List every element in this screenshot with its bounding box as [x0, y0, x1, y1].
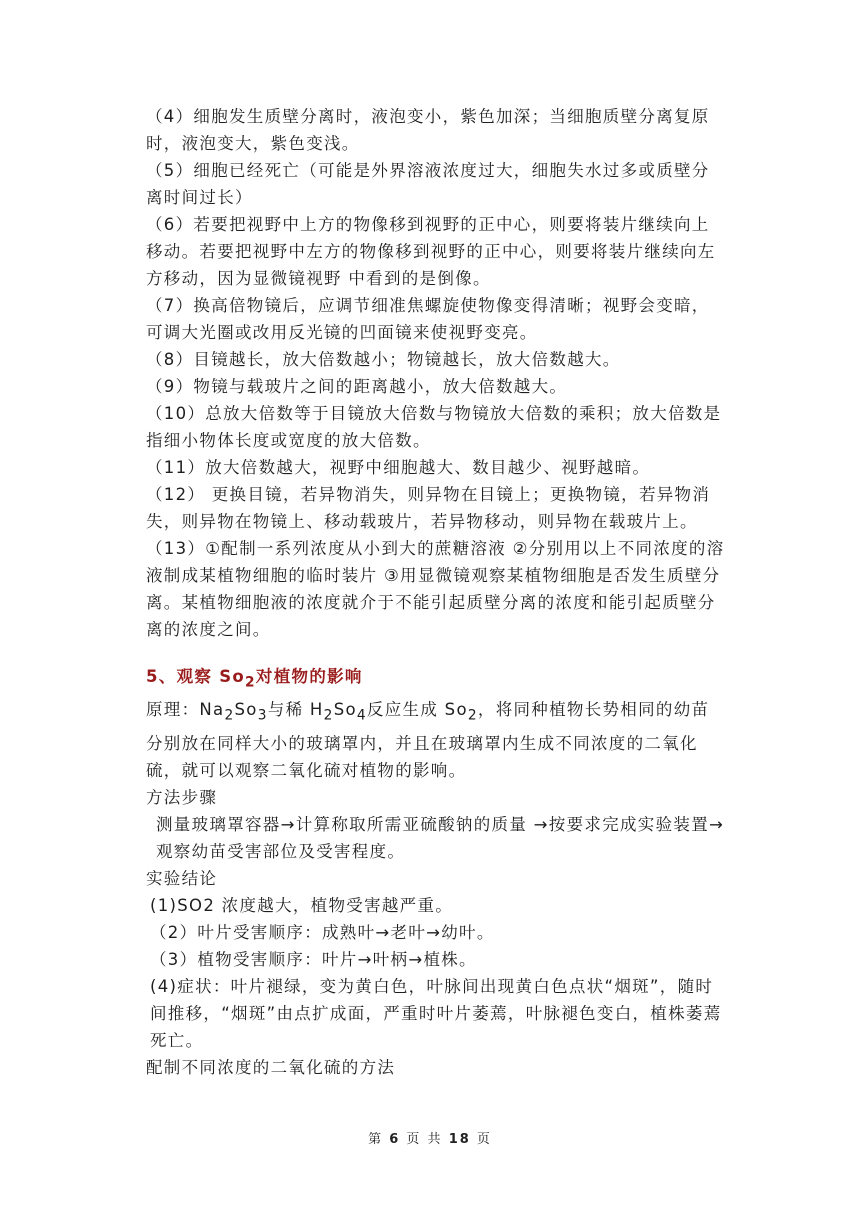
principle-text-e: 与稀 H — [267, 700, 324, 720]
principle-text-k: ，将同种植物长势相同的幼苗分别放在同样大小的玻璃罩内，并且在玻璃罩内生成不同浓度的二氧化硫，就可以观察二氧化硫对植物的影响。 — [146, 700, 710, 780]
principle-sub-d: 3 — [257, 707, 268, 724]
paragraph-9: （9）物镜与载玻片之间的距离越小，放大倍数越大。 — [146, 377, 568, 396]
footer-pre: 第 — [368, 1132, 384, 1147]
paragraph-4: （4）细胞发生质壁分离时，液泡变小，紫色加深；当细胞质壁分离复原时，液泡变大，紫色变浅。 — [146, 107, 710, 153]
paragraph-5: （5）细胞已经死亡（可能是外界溶液浓度过大，细胞失水过多或质壁分离时间过长） — [146, 161, 710, 207]
paragraph-6: （6）若要把视野中上方的物像移到视野的正中心，则要将装片继续向上移动。若要把视野中左方的物像移到视野的正中心，则要将装片继续向左方移动，因为显微镜视野 中看到的是倒像。 — [146, 215, 716, 288]
paragraph-13: （13）①配制一系列浓度从小到大的蔗糖溶液 ②分别用以上不同浓度的溶液制成某植物细胞的临时装片 ③用显微镜观察某植物细胞是否发生质壁分离。某植物细胞液的浓度就介于不能引起质壁分离的浓度和能引起质壁分离的浓度之间。 — [146, 539, 725, 639]
section-title-prefix: 5、观察 So — [146, 667, 246, 686]
principle-sub-j: 2 — [467, 707, 478, 724]
method-text: 测量玻璃罩容器→计算称取所需亚硫酸钠的质量 →按要求完成实验装置→观察幼苗受害部位及受害程度。 — [156, 814, 725, 861]
footer-page-number: 6 — [389, 1132, 401, 1147]
principle-sub-h: 4 — [356, 707, 367, 724]
paragraph-7: （7）换高倍物镜后，应调节细准焦螺旋使物像变得清晰；视野会变暗，可调大光圈或改用反光镜的凹面镜来使视野变亮。 — [146, 296, 710, 342]
prep-heading: 配制不同浓度的二氧化硫的方法 — [146, 1057, 396, 1077]
principle-text-g: So — [333, 700, 357, 720]
section-5-title — [146, 663, 726, 696]
footer-total-pages: 18 — [448, 1132, 471, 1147]
conclusion-4: (4)症状：叶片褪绿，变为黄白色，叶脉间出现黄白色点状“烟斑”，随时间推移，“烟斑”由点扩成面，严重时叶片萎蔫，叶脉褪色变白，植株萎蔫死亡。 — [150, 976, 722, 1050]
conclusion-1: (1)SO2 浓度越大，植物受害越严重。 — [150, 895, 454, 915]
paragraph-11: （11）放大倍数越大，视野中细胞越大、数目越少、视野越暗。 — [146, 458, 651, 477]
footer-post: 页 — [476, 1132, 492, 1147]
principle-text-a: 原理：Na — [146, 700, 225, 720]
section-title-subscript: 2 — [245, 674, 256, 691]
page-footer — [0, 1128, 860, 1147]
paragraph-8: （8）目镜越长，放大倍数越小；物镜越长，放大倍数越大。 — [146, 350, 621, 369]
page-content — [146, 103, 726, 1081]
conclusion-2: （2）叶片受害顺序：成熟叶→老叶→幼叶。 — [150, 922, 495, 942]
principle-sub-b: 2 — [224, 707, 235, 724]
footer-mid: 页 共 — [406, 1132, 443, 1147]
method-heading: 方法步骤 — [146, 787, 218, 807]
paragraph-10: （10）总放大倍数等于目镜放大倍数与物镜放大倍数的乘积；放大倍数是指细小物体长度或宽度的放大倍数。 — [146, 404, 722, 450]
principle-text-c: So — [234, 700, 258, 720]
conclusion-heading: 实验结论 — [146, 868, 218, 888]
principle-sub-f: 2 — [323, 707, 334, 724]
section-title-suffix: 对植物的影响 — [255, 667, 363, 686]
principle-text-i: 反应生成 So — [366, 700, 468, 720]
principle-paragraph — [146, 696, 726, 783]
paragraph-12: （12） 更换目镜，若异物消失，则异物在目镜上；更换物镜，若异物消失，则异物在物镜上、移动载玻片，若异物移动，则异物在载玻片上。 — [146, 485, 711, 531]
conclusion-3: （3）植物受害顺序：叶片→叶柄→植株。 — [150, 949, 477, 969]
